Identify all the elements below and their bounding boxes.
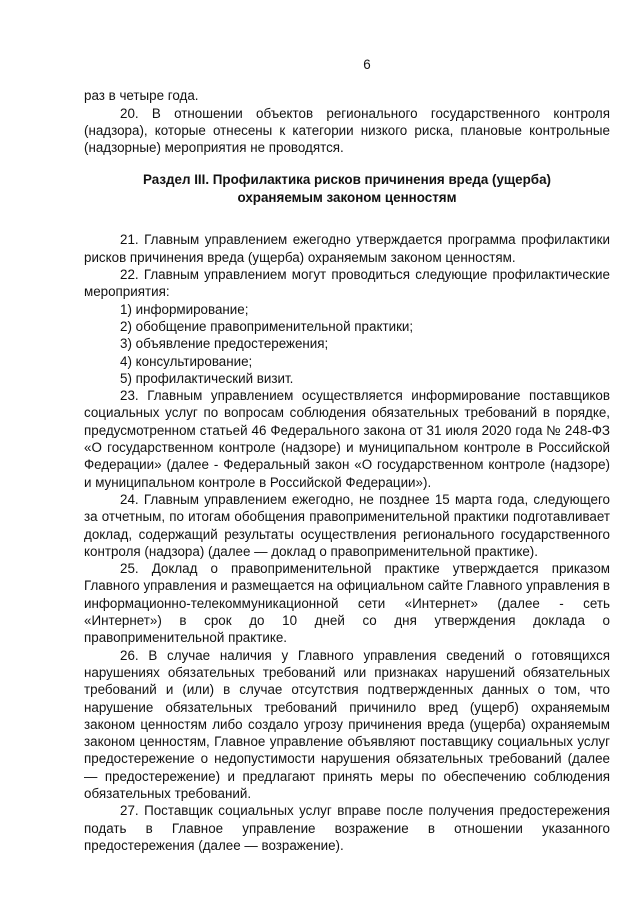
list-item: 1) информирование; <box>120 301 249 317</box>
paragraph-25: 25. Доклад о правоприменительной практике утверждается приказом Главного управления и размещается на официальном сайте Главного управления в информационно-телекоммуникационной сети «Интернет» (далее - сеть «Интернет») в срок до 10 дней со дня утверждения доклада о правоприменительной практике. <box>84 561 610 646</box>
list-item: 5) профилактический визит. <box>120 370 294 386</box>
page-number: 6 <box>363 57 371 72</box>
section-title-line-2: охраняемым законом ценностям <box>237 189 457 205</box>
paragraph-20: 20. В отношении объектов регионального государственного контроля (надзора), которые отнесены к категории низкого риска, плановые контрольные (надзорные) мероприятия не проводятся. <box>84 105 610 156</box>
section-title <box>84 171 610 206</box>
paragraph-21: 21. Главным управлением ежегодно утверждается программа профилактики рисков причинения вреда (ущерба) охраняемым законом ценностям. <box>84 232 610 265</box>
paragraph-26: 26. В случае наличия у Главного управления сведений о готовящихся нарушениях обязательных требований или признаках нарушений обязательных требований и (или) в случае отсутствия подтвержденных данных о том, что нарушение обязательных требований причинило вред (ущерб) охраняемым законом ценностям либо создало угрозу причинения вреда (ущерба) охраняемым законом ценностям, Главное управление объявляют поставщику социальных услуг предостережение о недопустимости нарушения обязательных требований (далее — предостережение) и предлагают принять меры по обеспечению соблюдения обязательных требований. <box>84 647 610 801</box>
section-title-line-1: Раздел III. Профилактика рисков причинения вреда (ущерба) <box>143 172 551 188</box>
paragraph-27: 27. Поставщик социальных услуг вправе после получения предостережения подать в Главное управление возражение в отношении указанного предостережения (далее — возражение). <box>84 803 610 853</box>
paragraph-22: 22. Главным управлением могут проводиться следующие профилактические мероприятия: <box>84 267 610 300</box>
lead-text: раз в четыре года. <box>84 88 199 104</box>
paragraph-24: 24. Главным управлением ежегодно, не позднее 15 марта года, следующего за отчетным, по итогам обобщения правоприменительной практики подготавливает доклад, содержащий результаты осуществления регионального государственного контроля (надзора) (далее — доклад о правоприменительной практике). <box>84 491 610 559</box>
paragraph-23: 23. Главным управлением осуществляется информирование поставщиков социальных услуг по вопросам соблюдения обязательных требований в порядке, предусмотренном статьей 46 Федерального закона от 31 июля 2020 года № 248-ФЗ «О государственном контроле (надзоре) и муниципальном контроле в Российской Федерации» (далее - Федеральный закон «О государственном контроле (надзоре) и муниципальном контроле в Российской Федерации»). <box>84 388 610 490</box>
list-item: 3) объявление предостережения; <box>120 336 329 352</box>
list-item: 2) обобщение правоприменительной практики; <box>120 318 414 334</box>
list-item: 4) консультирование; <box>120 353 253 369</box>
